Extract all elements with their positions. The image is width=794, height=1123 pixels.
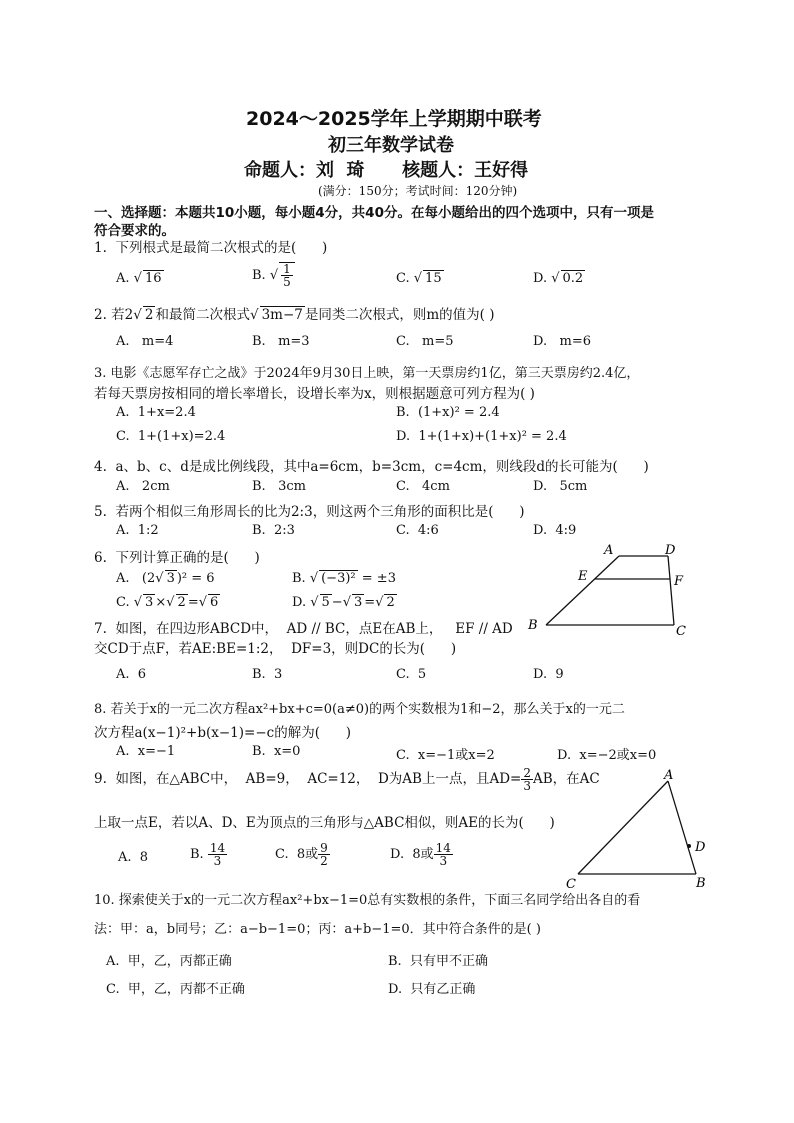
segment-ab bbox=[546, 556, 619, 625]
section-heading: 一、选择题：本题共10小题，每小题4分，共40分。在每小题给出的四个选项中，只有一项是 bbox=[94, 205, 654, 221]
question-1-stem: 1. 下列根式是最简二次根式的是( ) bbox=[94, 240, 328, 256]
q2-option-d: D. m=6 bbox=[533, 334, 591, 349]
label-a: A bbox=[604, 543, 614, 558]
q3-option-a: A. 1+x=2.4 bbox=[116, 405, 196, 420]
question-9-line2: 上取一点E，若以A、D、E为顶点的三角形与△ABC相似，则AE的长为( ) bbox=[94, 815, 555, 831]
q1-option-d: D. √ 0.2 bbox=[533, 271, 584, 286]
q3-option-d: D. 1+(1+x)+(1+x)² = 2.4 bbox=[396, 429, 567, 444]
q6-option-b: B. √ (−3)² = ±3 bbox=[292, 571, 396, 586]
question-6-stem: 6. 下列计算正确的是( ) bbox=[94, 550, 260, 566]
exam-meta: (满分：150分；考试时间：120分钟) bbox=[318, 184, 518, 198]
figure-triangle bbox=[562, 767, 722, 891]
point-d bbox=[687, 844, 691, 848]
question-4-stem: 4. a、b、c、d是成比例线段，其中a=6cm，b=3cm，c=4cm，则线段d的长可能为( ) bbox=[94, 459, 649, 475]
q8-option-b: B. x=0 bbox=[252, 744, 301, 759]
q5-option-c: C. 4:6 bbox=[396, 523, 439, 538]
label-e: E bbox=[578, 569, 588, 584]
question-3-line1: 3. 电影《志愿军存亡之战》于2024年9月30日上映，第一天票房约1亿，第三天票房约2.4亿， bbox=[94, 366, 640, 381]
q7-option-a: A. 6 bbox=[116, 667, 147, 682]
q4-option-d: D. 5cm bbox=[533, 479, 588, 494]
q6-option-c: C. √ 3 ×√ 2 =√ 6 bbox=[116, 595, 219, 610]
label-c: C bbox=[566, 877, 576, 891]
question-9-line1: 9. 如图，在△ABC中， AB=9， AC=12， D为AB上一点，且AD= $\frac{2}{3}$ AB，在AC bbox=[94, 766, 600, 793]
q9-option-d: D. 8或 $\frac{14}{3}$ bbox=[390, 841, 451, 868]
q7-option-d: D. 9 bbox=[533, 667, 564, 682]
question-10-line1: 10. 探索使关于x的一元二次方程ax²+bx−1=0总有实数根的条件，下面三名同学给出各自的看 bbox=[94, 893, 641, 908]
q2-option-a: A. m=4 bbox=[116, 334, 174, 349]
q5-option-b: B. 2:3 bbox=[252, 523, 295, 538]
q3-option-c: C. 1+(1+x)=2.4 bbox=[116, 429, 226, 444]
q3-option-b: B. (1+x)² = 2.4 bbox=[396, 405, 500, 420]
figure-trapezoid bbox=[524, 541, 704, 637]
exam-authors: 命题人：刘 琦 核题人：王好得 bbox=[244, 160, 529, 181]
q9-option-b: B. $\frac{14}{3}$ bbox=[190, 841, 226, 868]
question-8-line2: 次方程a(x−1)²+b(x−1)=−c的解为( ) bbox=[94, 725, 351, 741]
q2-option-c: C. m=5 bbox=[396, 334, 454, 349]
question-7-line2: 交CD于点F，若AE:BE=1:2， DF=3，则DC的长为( ) bbox=[94, 641, 457, 657]
q10-option-d: D. 只有乙正确 bbox=[388, 982, 476, 997]
segment-ab bbox=[668, 781, 696, 874]
exam-subtitle: 初三年数学试卷 bbox=[328, 135, 454, 156]
segment-dc bbox=[668, 556, 674, 625]
q1-option-c: C. √ 15 bbox=[396, 271, 442, 286]
q8-option-d: D. x=−2或x=0 bbox=[557, 748, 657, 763]
q7-option-c: C. 5 bbox=[396, 667, 427, 682]
q5-option-a: A. 1:2 bbox=[116, 523, 159, 538]
q9-option-c: C. 8或 $\frac{9}{2}$ bbox=[275, 841, 328, 868]
question-2-stem: 2. 若2√ 2 和最简二次根式√ 3m−7 是同类二次根式，则m的值为( ) bbox=[94, 307, 495, 323]
q4-option-b: B. 3cm bbox=[252, 479, 306, 494]
label-b: B bbox=[528, 618, 538, 633]
q6-option-d: D. √ 5 −√ 3 =√ 2 bbox=[292, 595, 395, 610]
q10-option-a: A. 甲，乙，丙都正确 bbox=[106, 954, 232, 969]
q4-option-c: C. 4cm bbox=[396, 479, 450, 494]
label-b: B bbox=[696, 876, 706, 891]
q8-option-c: C. x=−1或x=2 bbox=[396, 748, 495, 763]
q9-option-a: A. 8 bbox=[118, 850, 149, 865]
label-c: C bbox=[676, 624, 686, 637]
q6-option-a: A. (2√ 3 )² = 6 bbox=[116, 571, 215, 586]
question-8-line1: 8. 若关于x的一元二次方程ax²+bx+c=0(a≠0)的两个实数根为1和−2，那么关于x的一元二 bbox=[94, 702, 625, 717]
q4-option-a: A. 2cm bbox=[116, 479, 170, 494]
label-d: D bbox=[665, 543, 676, 558]
question-3-line2: 若每天票房按相同的增长率增长，设增长率为x，则根据题意可列方程为( ) bbox=[94, 386, 535, 402]
q8-option-a: A. x=−1 bbox=[116, 744, 176, 759]
segment-ac bbox=[578, 781, 668, 874]
q1-option-b: B. √ $\frac{1}{5}$ bbox=[252, 262, 295, 288]
question-5-stem: 5. 若两个相似三角形周长的比为2:3，则这两个三角形的面积比是( ) bbox=[94, 504, 525, 520]
label-f: F bbox=[674, 574, 684, 589]
q2-option-b: B. m=3 bbox=[252, 334, 310, 349]
label-d: D bbox=[695, 840, 706, 855]
label-a: A bbox=[664, 768, 674, 783]
exam-title: 2024～2025学年上学期期中联考 bbox=[246, 108, 542, 130]
q5-option-d: D. 4:9 bbox=[533, 523, 577, 538]
q7-option-b: B. 3 bbox=[252, 667, 283, 682]
question-10-line2: 法：甲：a，b同号；乙：a−b−1=0；丙：a+b−1=0．其中符合条件的是( ) bbox=[94, 922, 541, 937]
question-7-line1: 7. 如图，在四边形ABCD中， AD // BC，点E在AB上， EF // AD bbox=[94, 621, 513, 637]
section-heading-cont: 符合要求的。 bbox=[94, 223, 175, 239]
q1-option-a: A. √ 16 bbox=[116, 271, 162, 286]
q10-option-c: C. 甲，乙，丙都不正确 bbox=[106, 982, 245, 997]
q10-option-b: B. 只有甲不正确 bbox=[388, 954, 488, 969]
